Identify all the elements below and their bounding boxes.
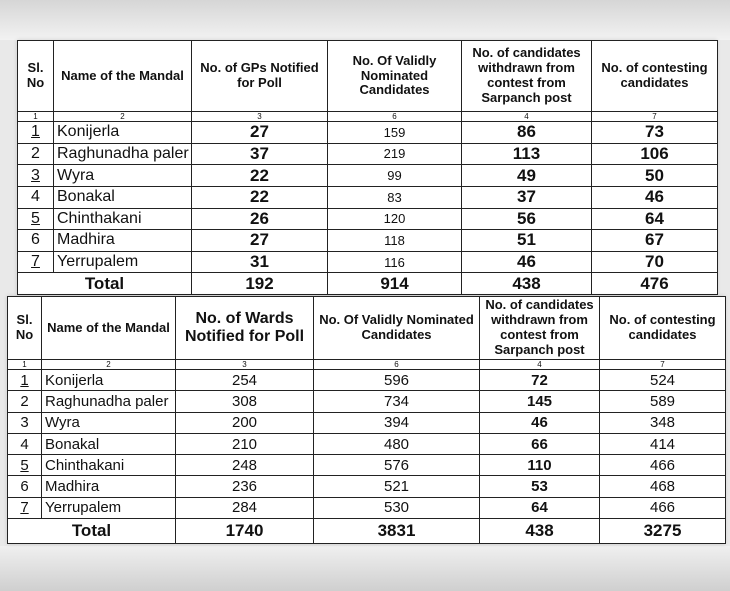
contesting-value: 589 <box>600 391 726 412</box>
row-serial: 6 <box>18 230 54 252</box>
column-index: 1 <box>18 112 54 122</box>
col-header-contesting: No. of contesting candidates <box>592 41 718 112</box>
nominated-value: 530 <box>314 497 480 518</box>
mandal-name: Yerrupalem <box>42 497 176 518</box>
row-serial: 5 <box>18 208 54 230</box>
nominated-value: 734 <box>314 391 480 412</box>
row-serial: 3 <box>18 165 54 187</box>
total-withdrawn: 438 <box>462 273 592 295</box>
table-row <box>8 433 726 454</box>
total-wards: 1740 <box>176 519 314 544</box>
mandal-name: Bonakal <box>42 433 176 454</box>
nominated-value: 596 <box>314 370 480 391</box>
contesting-value: 468 <box>600 476 726 497</box>
wards-value: 254 <box>176 370 314 391</box>
row-serial: 3 <box>8 412 42 433</box>
total-gps: 192 <box>192 273 328 295</box>
wards-value: 248 <box>176 455 314 476</box>
wards-table <box>7 296 726 544</box>
total-label: Total <box>8 519 176 544</box>
mandal-name: Konijerla <box>54 122 192 144</box>
row-serial: 7 <box>18 251 54 273</box>
contesting-value: 73 <box>592 122 718 144</box>
col-header-gps: No. of GPs Notified for Poll <box>192 41 328 112</box>
table-row <box>18 165 718 187</box>
column-index: 2 <box>54 112 192 122</box>
withdrawn-value: 145 <box>480 391 600 412</box>
nominated-value: 480 <box>314 433 480 454</box>
total-label: Total <box>18 273 192 295</box>
column-index: 4 <box>480 360 600 370</box>
nominated-value: 118 <box>328 230 462 252</box>
gps-value: 22 <box>192 165 328 187</box>
blurred-background-bottom <box>0 546 730 591</box>
table-row <box>18 251 718 273</box>
table-header-row <box>18 41 718 112</box>
gps-value: 22 <box>192 186 328 208</box>
blurred-background-top <box>0 0 730 40</box>
total-row <box>8 519 726 544</box>
table-row <box>8 412 726 433</box>
contesting-value: 524 <box>600 370 726 391</box>
total-nominated: 914 <box>328 273 462 295</box>
mandal-name: Konijerla <box>42 370 176 391</box>
wards-table-card <box>7 296 725 544</box>
mandal-name: Madhira <box>54 230 192 252</box>
contesting-value: 466 <box>600 497 726 518</box>
gp-sarpanch-table <box>17 40 718 295</box>
row-serial: 1 <box>8 370 42 391</box>
gp-sarpanch-table-card <box>17 40 717 295</box>
total-contesting: 476 <box>592 273 718 295</box>
withdrawn-value: 113 <box>462 143 592 165</box>
column-index: 7 <box>600 360 726 370</box>
mandal-name: Yerrupalem <box>54 251 192 273</box>
contesting-value: 106 <box>592 143 718 165</box>
nominated-value: 521 <box>314 476 480 497</box>
column-index: 1 <box>8 360 42 370</box>
col-header-nominated: No. Of Validly Nominated Candidates <box>328 41 462 112</box>
withdrawn-value: 51 <box>462 230 592 252</box>
col-header-mandal: Name of the Mandal <box>42 297 176 360</box>
col-header-nominated: No. Of Validly Nominated Candidates <box>314 297 480 360</box>
nominated-value: 99 <box>328 165 462 187</box>
row-serial: 4 <box>18 186 54 208</box>
column-index-row <box>8 360 726 370</box>
column-index: 2 <box>42 360 176 370</box>
total-row <box>18 273 718 295</box>
table-row <box>8 476 726 497</box>
col-header-sl: Sl. No <box>8 297 42 360</box>
table-header-row <box>8 297 726 360</box>
col-header-withdrawn: No. of candidates withdrawn from contest from Sarpanch post <box>480 297 600 360</box>
withdrawn-value: 72 <box>480 370 600 391</box>
contesting-value: 46 <box>592 186 718 208</box>
contesting-value: 414 <box>600 433 726 454</box>
mandal-name: Raghunadha paler <box>42 391 176 412</box>
contesting-value: 67 <box>592 230 718 252</box>
nominated-value: 116 <box>328 251 462 273</box>
table-row <box>8 370 726 391</box>
table-row <box>8 391 726 412</box>
col-header-withdrawn: No. of candidates withdrawn from contest from Sarpanch post <box>462 41 592 112</box>
gps-value: 27 <box>192 122 328 144</box>
mandal-name: Wyra <box>42 412 176 433</box>
row-serial: 2 <box>8 391 42 412</box>
wards-value: 236 <box>176 476 314 497</box>
table-row <box>18 230 718 252</box>
column-index: 4 <box>462 112 592 122</box>
total-nominated: 3831 <box>314 519 480 544</box>
wards-value: 200 <box>176 412 314 433</box>
withdrawn-value: 66 <box>480 433 600 454</box>
withdrawn-value: 64 <box>480 497 600 518</box>
col-header-wards: No. of Wards Notified for Poll <box>176 297 314 360</box>
row-serial: 6 <box>8 476 42 497</box>
nominated-value: 219 <box>328 143 462 165</box>
contesting-value: 50 <box>592 165 718 187</box>
row-serial: 7 <box>8 497 42 518</box>
wards-value: 210 <box>176 433 314 454</box>
contesting-value: 64 <box>592 208 718 230</box>
gps-value: 26 <box>192 208 328 230</box>
gps-value: 27 <box>192 230 328 252</box>
withdrawn-value: 56 <box>462 208 592 230</box>
row-serial: 4 <box>8 433 42 454</box>
column-index-row <box>18 112 718 122</box>
total-contesting: 3275 <box>600 519 726 544</box>
col-header-mandal: Name of the Mandal <box>54 41 192 112</box>
mandal-name: Wyra <box>54 165 192 187</box>
mandal-name: Madhira <box>42 476 176 497</box>
nominated-value: 83 <box>328 186 462 208</box>
column-index: 6 <box>328 112 462 122</box>
col-header-contesting: No. of contesting candidates <box>600 297 726 360</box>
wards-value: 308 <box>176 391 314 412</box>
table-row <box>18 208 718 230</box>
row-serial: 1 <box>18 122 54 144</box>
row-serial: 5 <box>8 455 42 476</box>
nominated-value: 576 <box>314 455 480 476</box>
column-index: 3 <box>176 360 314 370</box>
wards-value: 284 <box>176 497 314 518</box>
col-header-sl: Sl. No <box>18 41 54 112</box>
nominated-value: 394 <box>314 412 480 433</box>
gps-value: 31 <box>192 251 328 273</box>
contesting-value: 466 <box>600 455 726 476</box>
contesting-value: 70 <box>592 251 718 273</box>
withdrawn-value: 46 <box>480 412 600 433</box>
withdrawn-value: 46 <box>462 251 592 273</box>
withdrawn-value: 37 <box>462 186 592 208</box>
column-index: 3 <box>192 112 328 122</box>
table-row <box>18 143 718 165</box>
table-row <box>8 497 726 518</box>
mandal-name: Bonakal <box>54 186 192 208</box>
contesting-value: 348 <box>600 412 726 433</box>
table-row <box>8 455 726 476</box>
mandal-name: Chinthakani <box>42 455 176 476</box>
gps-value: 37 <box>192 143 328 165</box>
nominated-value: 159 <box>328 122 462 144</box>
withdrawn-value: 110 <box>480 455 600 476</box>
table-row <box>18 186 718 208</box>
column-index: 6 <box>314 360 480 370</box>
mandal-name: Raghunadha paler <box>54 143 192 165</box>
withdrawn-value: 53 <box>480 476 600 497</box>
row-serial: 2 <box>18 143 54 165</box>
column-index: 7 <box>592 112 718 122</box>
total-withdrawn: 438 <box>480 519 600 544</box>
nominated-value: 120 <box>328 208 462 230</box>
withdrawn-value: 86 <box>462 122 592 144</box>
table-row <box>18 122 718 144</box>
mandal-name: Chinthakani <box>54 208 192 230</box>
withdrawn-value: 49 <box>462 165 592 187</box>
